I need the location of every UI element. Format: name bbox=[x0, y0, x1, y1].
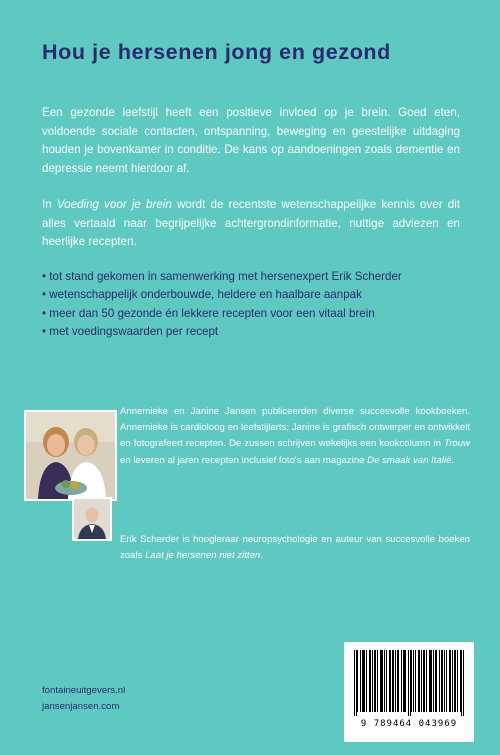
barcode-bar bbox=[398, 650, 399, 712]
barcode-bar bbox=[444, 650, 445, 712]
barcode-bar bbox=[374, 650, 375, 712]
scherder-book-inline: Laat je hersenen niet zitten bbox=[145, 550, 261, 562]
barcode-bar bbox=[384, 650, 385, 712]
authors-bio bbox=[120, 404, 470, 469]
feature-item: • met voedingswaarden per recept bbox=[42, 324, 219, 338]
barcode-bar bbox=[431, 650, 432, 712]
barcode-bar bbox=[386, 650, 387, 712]
barcode-bar bbox=[382, 650, 383, 712]
feature-item: • tot stand gekomen in samenwerking met hersenexpert Erik Scherder bbox=[42, 270, 402, 283]
barcode-bar bbox=[418, 650, 419, 712]
barcode-bar bbox=[452, 650, 453, 712]
barcode-bar bbox=[415, 650, 416, 712]
barcode-bar bbox=[446, 650, 447, 712]
magazine-inline: De smaak van Italië bbox=[367, 454, 452, 466]
intro-paragraph: Een gezonde leefstijl heeft een positieve invloed op je brein. Goed eten, voldoende sociale contacten, ontspanning, beweging en geestelijke uitdaging houden je bovenkamer in conditie. De kans op aandoeningen zoals dementie en depressie neemt hierdoor af. bbox=[42, 106, 460, 175]
barcode-bar bbox=[397, 650, 398, 712]
barcode-bar bbox=[362, 650, 363, 712]
barcode-bar bbox=[390, 650, 391, 712]
barcode-bar bbox=[375, 650, 376, 712]
scherder-bio-text-2: . bbox=[260, 550, 263, 562]
barcode-bar bbox=[356, 650, 357, 716]
barcode bbox=[344, 642, 474, 742]
barcode-bar bbox=[424, 650, 425, 712]
barcode-bar bbox=[463, 650, 464, 716]
publisher-urls bbox=[42, 683, 125, 714]
barcode-bar bbox=[413, 650, 414, 712]
barcode-bar bbox=[450, 650, 451, 712]
barcode-bar bbox=[404, 650, 405, 712]
barcode-bar bbox=[430, 650, 431, 712]
barcode-bar bbox=[366, 650, 367, 712]
barcode-bar bbox=[408, 650, 409, 716]
scherder-photo bbox=[72, 497, 112, 541]
barcode-bar bbox=[357, 650, 358, 712]
barcode-bar bbox=[454, 650, 455, 712]
barcode-bar bbox=[461, 650, 462, 716]
authors-photo bbox=[24, 410, 117, 501]
barcode-bar bbox=[429, 650, 430, 712]
barcode-bar bbox=[441, 650, 442, 712]
barcode-bar bbox=[377, 650, 378, 712]
scherder-bio bbox=[120, 532, 470, 564]
barcode-bar bbox=[401, 650, 402, 712]
barcode-bar bbox=[395, 650, 396, 712]
barcode-bar bbox=[360, 650, 361, 712]
trouw-inline: Trouw bbox=[444, 438, 470, 450]
barcode-bar bbox=[381, 650, 382, 712]
barcode-bar bbox=[419, 650, 420, 712]
book-paragraph-suffix: wordt de recentste wetenschappelijke kennis over dit alles vertaald naar begrijpelijke achtergrondinformatie, nuttige adviezen en heerlijke recepten. bbox=[42, 198, 460, 248]
author-url: jansenjansen.com bbox=[42, 700, 120, 712]
barcode-bar bbox=[393, 650, 394, 712]
publisher-url: fontaineuitgevers.nl bbox=[42, 685, 126, 696]
back-cover-title: Hou je hersenen jong en gezond bbox=[42, 40, 391, 64]
barcode-bar bbox=[369, 650, 370, 712]
barcode-bar bbox=[436, 650, 437, 712]
authors-bio-text-3: . bbox=[451, 454, 455, 466]
barcode-bar bbox=[363, 650, 364, 712]
barcode-bar bbox=[403, 650, 404, 712]
book-paragraph bbox=[42, 196, 460, 252]
barcode-bars bbox=[352, 650, 466, 718]
barcode-bar bbox=[389, 650, 390, 712]
scherder-bio-text: Erik Scherder is hoogleraar neuropsychologie en auteur van succesvolle boeken zoals bbox=[120, 534, 470, 562]
book-paragraph-prefix: In bbox=[42, 198, 57, 211]
barcode-bar bbox=[455, 650, 456, 712]
barcode-bar bbox=[405, 650, 406, 712]
barcode-bar bbox=[442, 650, 443, 712]
barcode-bar bbox=[370, 650, 371, 712]
barcode-bar bbox=[410, 650, 411, 716]
authors-bio-text-2: en leveren al jaren recepten inclusief foto's aan magazine bbox=[120, 454, 368, 466]
feature-item: • meer dan 50 gezonde én lekkere recepten voor een vitaal brein bbox=[42, 306, 375, 320]
authors-bio-text: Annemieke en Janine Jansen publiceerden diverse succesvolle kookboeken. Annemieke is cardioloog en leefstijlarts; Janine is grafisch ontwerper en ontwikkelt en fotografeert recepten. De zussen schrijven wekelijks een kookcolumn in bbox=[120, 406, 470, 450]
barcode-bar bbox=[435, 650, 436, 712]
barcode-bar bbox=[364, 650, 365, 712]
barcode-bar bbox=[457, 650, 458, 712]
barcode-bar bbox=[421, 650, 422, 712]
feature-list bbox=[42, 268, 472, 341]
barcode-bar bbox=[411, 650, 412, 712]
barcode-bar bbox=[449, 650, 450, 712]
barcode-bar bbox=[460, 650, 461, 712]
barcode-bar bbox=[392, 650, 393, 712]
barcode-bar bbox=[380, 650, 381, 712]
barcode-bar bbox=[426, 650, 427, 712]
barcode-bar bbox=[423, 650, 424, 712]
barcode-bar bbox=[439, 650, 440, 712]
isbn-number: 9 789464 043969 bbox=[360, 719, 458, 729]
barcode-bar bbox=[372, 650, 373, 712]
feature-item: • wetenschappelijk onderbouwde, heldere en haalbare aanpak bbox=[42, 288, 362, 302]
book-title-inline: Voeding voor je brein bbox=[56, 198, 172, 211]
barcode-bar bbox=[354, 650, 355, 716]
barcode-bar bbox=[433, 650, 434, 712]
